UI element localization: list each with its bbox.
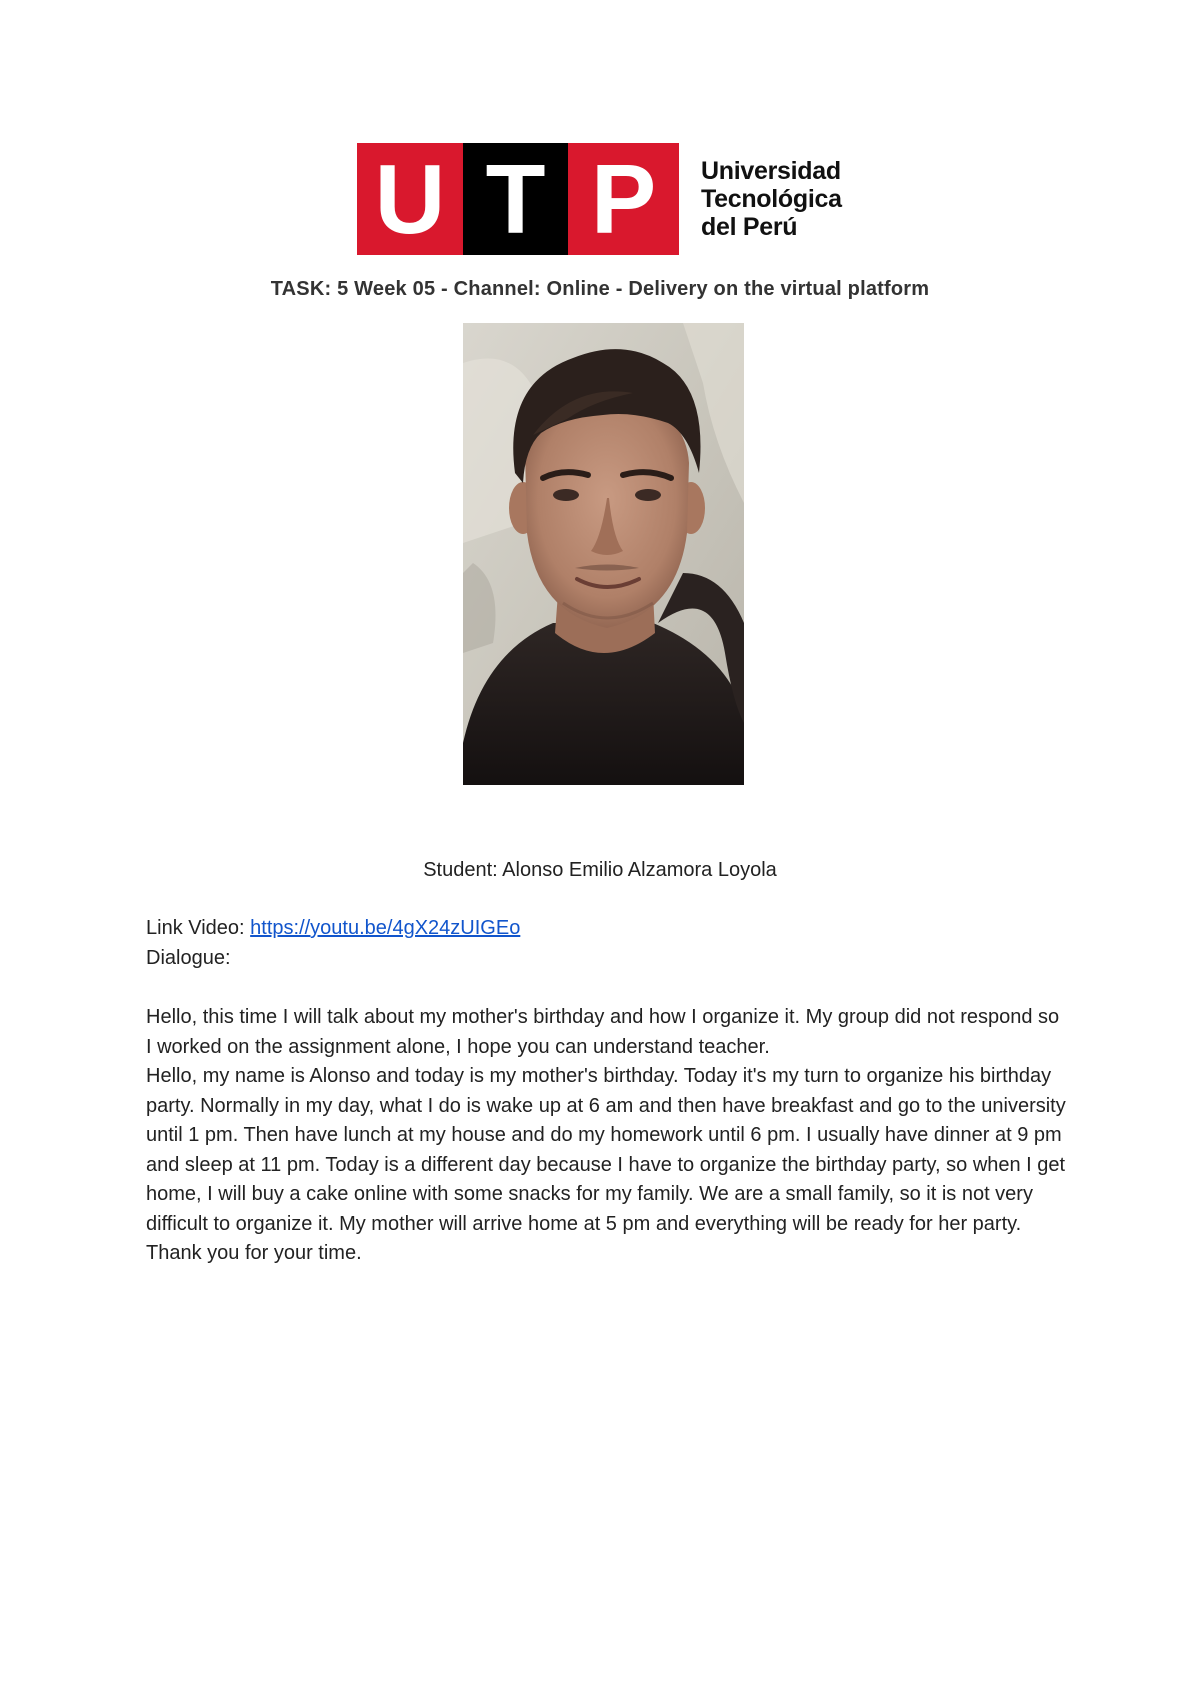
logo-letter-p: P	[568, 143, 679, 255]
dialogue-paragraph-2: Hello, my name is Alonso and today is my mother's birthday. Today it's my turn to organize his birthday party. Normally in my day, what I do is wake up at 6 am and then have breakfast and go to the university until 1 pm. Then have lunch at my house and do my homework until 6 pm. I usually have dinner at 9 pm and sleep at 11 pm. Today is a different day because I have to organize the birthday party, so when I get home, I will buy a cake online with some snacks for my family. We are a small family, so it is not very difficult to organize it. My mother will arrive home at 5 pm and everything will be ready for her party. Thank you for your time.	[146, 1065, 1066, 1264]
video-link-line	[146, 914, 1066, 944]
dialogue-paragraph-1: Hello, this time I will talk about my mother's birthday and how I organize it. My group did not respond so I worked on the assignment alone, I hope you can understand teacher.	[146, 1006, 1060, 1058]
utp-logo	[357, 143, 857, 255]
logo-name-line-3: del Perú	[701, 213, 798, 241]
student-photo	[463, 323, 744, 785]
task-title: TASK: 5 Week 05 - Channel: Online - Delivery on the virtual platform	[270, 278, 930, 300]
student-name: Student: Alonso Emilio Alzamora Loyola	[423, 859, 777, 881]
logo-letter-t: T	[463, 143, 568, 255]
dialogue-text	[146, 1003, 1066, 1269]
logo-name-line-2: Tecnológica	[701, 185, 842, 213]
logo-university-name	[701, 157, 842, 241]
logo-name-line-1: Universidad	[701, 157, 841, 185]
logo-letter-u: U	[357, 143, 463, 255]
dialogue-label: Dialogue:	[146, 947, 231, 969]
logo-letter-blocks	[357, 143, 679, 255]
video-link-label: Link Video:	[146, 917, 251, 939]
video-link[interactable]: https://youtu.be/4gX24zUIGEo	[250, 917, 521, 939]
student-portrait-icon	[463, 323, 744, 785]
